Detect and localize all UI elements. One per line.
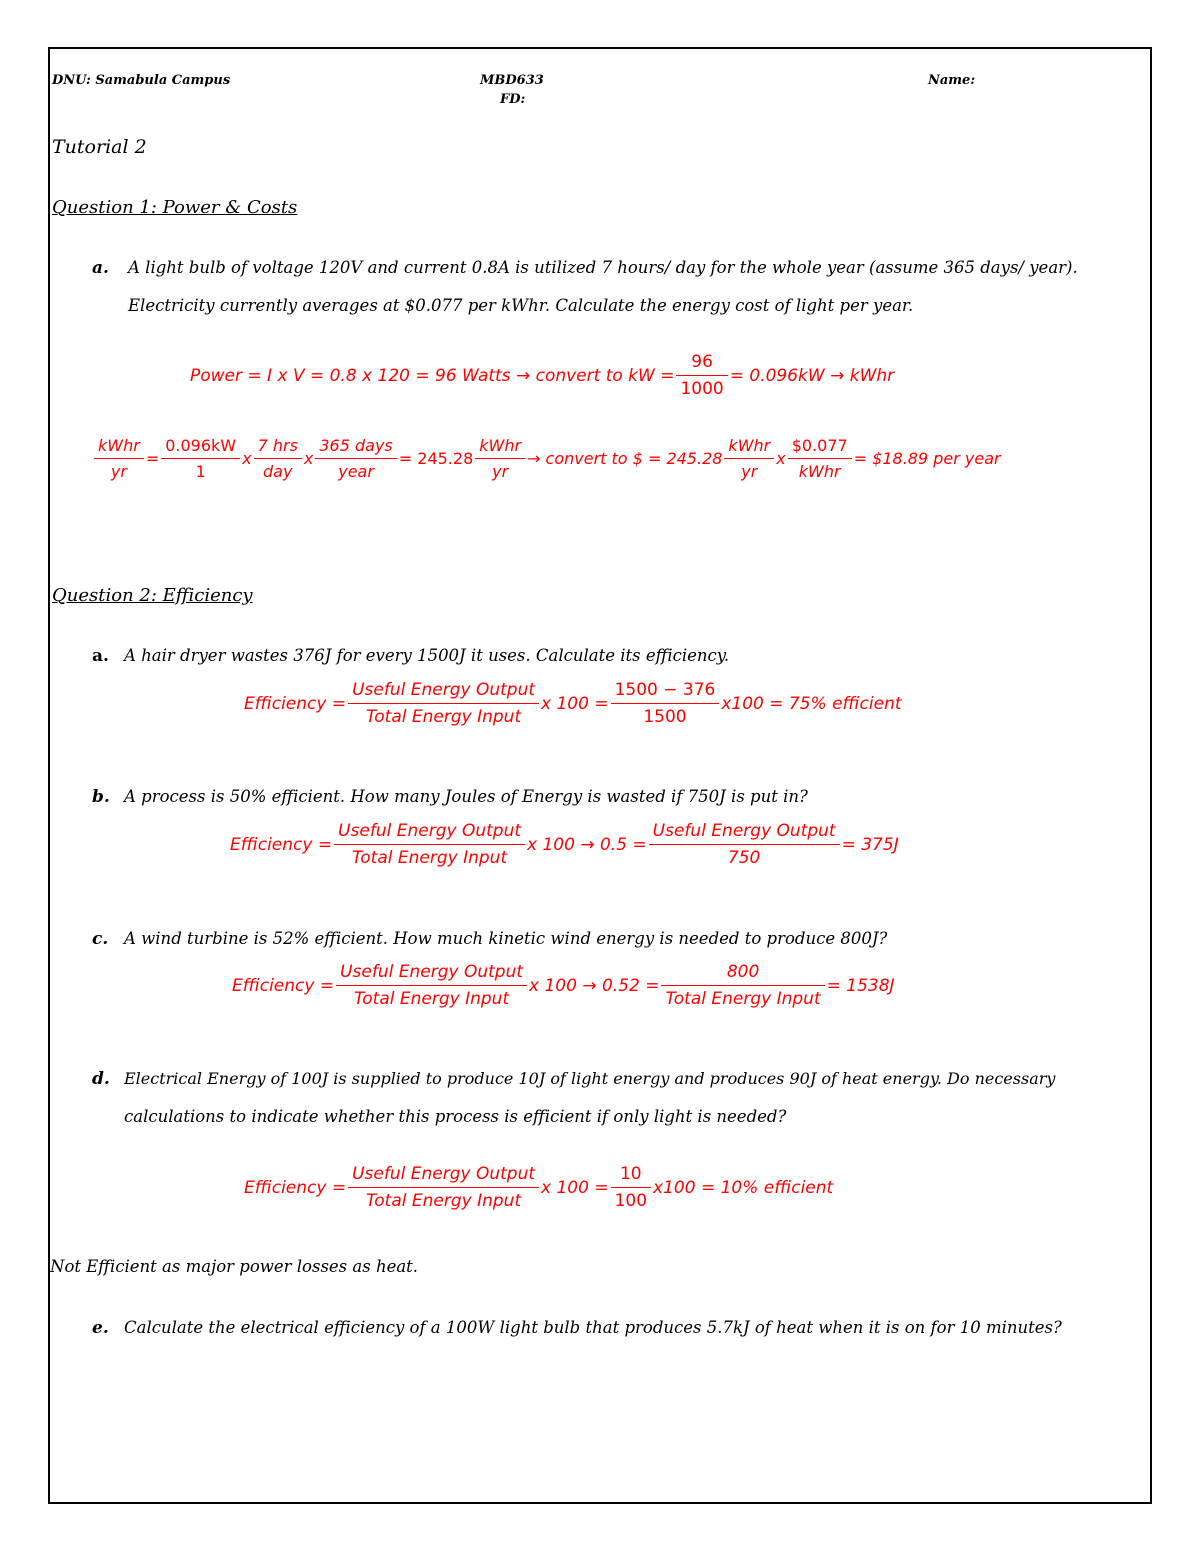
fraction: $\frac{\text{kWhr}}{yr}$ (96, 436, 142, 481)
question-1-heading: Question 1: Power & Costs (52, 197, 298, 218)
header-fd: FD: (500, 92, 526, 107)
q2-b-text: A process is 50% efficient. How many Joules of Energy is wasted if 750J is put in? (124, 787, 808, 806)
fraction: $\frac{\text{Useful Energy Output}}{\text{Total Energy Input}}$ (338, 962, 525, 1009)
q2-d-equation: Efficiency = $\frac{\text{Useful Energy Output}}{\text{Total Energy Input}}$ x 100 = $\frac{10}{100}$ x100 = 10% efficient (244, 1164, 834, 1211)
eq-lhs: Power = I x V = 0.8 x 120 = 96 Watts → convert to kW = (190, 365, 675, 386)
q2-a-equation: Efficiency = $\frac{\text{Useful Energy Output}}{\text{Total Energy Input}}$ x 100 = $\frac{1500 - 376}{1500}$ x100 = 75% efficient (244, 680, 902, 727)
fraction: $\frac{800}{\text{Total Energy Input}}$ (663, 962, 822, 1009)
q1-cost-equation: $\frac{\text{kWhr}}{yr}$ = $\frac{0.096kW}{1}$ x $\frac{\text{7 hrs}}{\text{day}}$ x $\frac{\text{365 days}}{\text{year}}$ = 245.28 $\frac{\text{kWhr}}{yr}$ → convert to $ = 245.28 $\frac{\text{kWhr}}{yr}$ x $\frac{\$0.077}{\text{kWhr}}$ = $18.89 per year (92, 436, 1001, 481)
fraction: $\frac{1500 - 376}{1500}$ (613, 680, 718, 727)
q2-b-marker: b. (92, 787, 110, 807)
header-course-code: MBD633 (480, 73, 544, 88)
q1-a-text-line2: Electricity currently averages at $0.077 per kWhr. Calculate the energy cost of light per year. (128, 296, 914, 315)
fraction: $\frac{\text{kWhr}}{yr}$ (477, 436, 523, 481)
eq-result: = $18.89 per year (853, 449, 1001, 468)
q2-c-marker: c. (92, 929, 109, 949)
fraction: $\frac{\text{Useful Energy Output}}{\text{Total Energy Input}}$ (350, 680, 537, 727)
fraction: $\frac{\text{Useful Energy Output}}{750}$ (651, 821, 838, 868)
q2-e-marker: e. (92, 1318, 109, 1338)
q1-a-marker: a. (92, 258, 109, 278)
q2-d-text-line1: Electrical Energy of 100J is supplied to produce 10J of light energy and produces 90J of heat energy. Do necessary (124, 1069, 1056, 1088)
fraction: $\frac{10}{100}$ (613, 1164, 649, 1211)
eq-rhs: = 0.096kW → kWhr (729, 365, 895, 386)
fraction: $\frac{\text{kWhr}}{yr}$ (726, 436, 772, 481)
fraction: $\frac{\$0.077}{\text{kWhr}}$ (790, 436, 850, 481)
header-name: Name: (928, 73, 976, 88)
fraction: $\frac{0.096kW}{1}$ (163, 436, 238, 481)
q2-c-equation: Efficiency = $\frac{\text{Useful Energy Output}}{\text{Total Energy Input}}$ x 100 → 0.52 = $\frac{800}{\text{Total Energy Input}}$ = 1538J (232, 962, 895, 1009)
q2-a-text: A hair dryer wastes 376J for every 1500J it uses. Calculate its efficiency. (124, 646, 730, 665)
q1-a-text-line1: A light bulb of voltage 120V and current 0.8A is utilized 7 hours/ day for the whole year (assume 365 days/ year). (128, 258, 1078, 277)
page-title: Tutorial 2 (52, 136, 147, 158)
q2-d-conclusion: Not Efficient as major power losses as heat. (50, 1257, 419, 1276)
fraction: $\frac{\text{7 hrs}}{\text{day}}$ (256, 436, 300, 481)
q2-d-text-line2: calculations to indicate whether this process is efficient if only light is needed? (124, 1107, 787, 1126)
fraction: $\frac{\text{365 days}}{\text{year}}$ (317, 436, 394, 481)
fraction: $\frac{\text{Useful Energy Output}}{\text{Total Energy Input}}$ (350, 1164, 537, 1211)
q2-a-marker: a. (92, 646, 109, 666)
header-campus: DNU: Samabula Campus (52, 73, 231, 88)
q2-e-text: Calculate the electrical efficiency of a 100W light bulb that produces 5.7kJ of heat when it is on for 10 minutes? (124, 1318, 1062, 1337)
fraction: $\frac{96}{1000}$ (678, 352, 725, 399)
q1-power-equation (190, 352, 894, 399)
question-2-heading: Question 2: Efficiency (52, 585, 253, 606)
q2-c-text: A wind turbine is 52% efficient. How much kinetic wind energy is needed to produce 800J? (124, 929, 888, 948)
q2-b-equation: Efficiency = $\frac{\text{Useful Energy Output}}{\text{Total Energy Input}}$ x 100 → 0.5 = $\frac{\text{Useful Energy Output}}{750}$ = 375J (230, 821, 899, 868)
q2-d-marker: d. (92, 1069, 110, 1089)
fraction: $\frac{\text{Useful Energy Output}}{\text{Total Energy Input}}$ (336, 821, 523, 868)
